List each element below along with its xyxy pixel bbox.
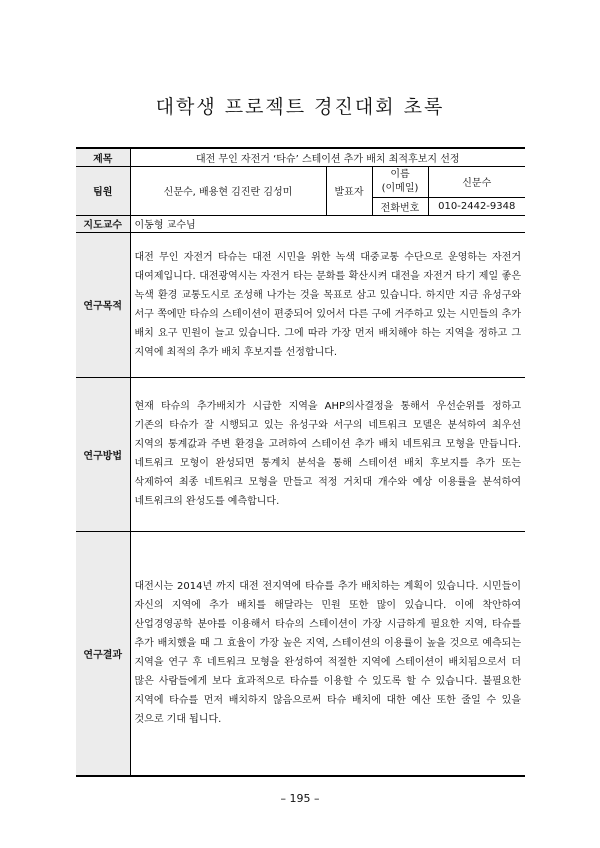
advisor-value: 이동형 교수님 (130, 215, 525, 232)
team-label: 팀원 (76, 166, 130, 215)
result-row (76, 531, 525, 776)
abstract-table (76, 147, 525, 777)
page-number: – 195 – (280, 792, 320, 805)
phone-label: 전화번호 (372, 197, 428, 215)
method-label: 연구방법 (76, 377, 130, 531)
document-title: 대학생 프로젝트 경진대회 초록 (155, 96, 445, 118)
name-value: 신문수 (428, 166, 525, 197)
name-label: 이름 (이메일) (372, 166, 428, 197)
purpose-row (76, 232, 525, 377)
advisor-row (76, 215, 525, 232)
method-row (76, 377, 525, 531)
team-row (76, 166, 525, 197)
phone-value: 010-2442-9348 (428, 197, 525, 215)
result-text: 대전시는 2014년 까지 대전 전지역에 타슈를 추가 배치하는 계획이 있습니다. 시민들이 자신의 지역에 추가 배치를 해달라는 민원 또한 많이 있습니다. 이에 착안하여 산업경영공학 분야를 이용해서 타슈의 스테이션이 가장 시급하게 필요한 지역, 타슈를 추가 배치했을 때 그 효율이 가장 높은 지역, 스테이션의 이용률이 높을 것으로 예측되는 지역을 연구 후 네트워크 모형을 완성하여 적절한 지역에 스테이션이 배치됨으로서 더 많은 사람들에게 보다 효과적으로 타슈를 이용할 수 있도록 할 수 있습니다. 불필요한 지역에 타슈를 먼저 배치하지 않음으로써 타슈 배치에 대한 예산 또한 줄일 수 있을 것으로 기대 됩니다. (130, 531, 525, 776)
purpose-label: 연구목적 (76, 232, 130, 377)
advisor-label: 지도교수 (76, 215, 130, 232)
presenter-label: 발표자 (326, 166, 372, 215)
result-label: 연구결과 (76, 531, 130, 776)
purpose-text: 대전 무인 자전거 타슈는 대전 시민을 위한 녹색 대중교통 수단으로 운영하는 자전거 대여제입니다. 대전광역시는 자전거 타는 문화를 확산시켜 대전을 자전거 타기 제일 좋은 녹색 환경 교통도시로 조성해 나가는 것을 목표로 삼고 있습니다. 하지만 지금 유성구와 서구 쪽에만 타슈의 스테이션이 편중되어 있어서 다른 구에 거주하고 있는 시민들의 추가 배치 요구 민원이 늘고 있습니다. 그에 따라 가장 먼저 배치해야 하는 지역을 정하고 그 지역에 최적의 추가 배치 후보지를 선정합니다. (130, 232, 525, 377)
method-text: 현재 타슈의 추가배치가 시급한 지역을 AHP의사결정을 통해서 우선순위를 정하고 기존의 타슈가 잘 시행되고 있는 유성구와 서구의 네트워크 모델은 분석하여 최우선 지역의 통계값과 주변 환경을 고려하여 스테이션 추가 배치 네트워크 모형을 만듭니다. 네트워크 모형이 완성되면 통계치 분석을 통해 스테이션 배치 후보지를 추가 또는 삭제하여 최종 네트워크 모형을 만들고 적정 거치대 개수와 예상 이용률을 분석하여 네트워크의 완성도를 예측합니다. (130, 377, 525, 531)
team-value: 신문수, 배용현 김진란 김성미 (130, 166, 326, 215)
title-row (76, 148, 525, 166)
title-value: 대전 무인 자전거 ‘타슈’ 스테이션 추가 배치 최적후보지 선정 (130, 148, 525, 166)
title-label: 제목 (76, 148, 130, 166)
